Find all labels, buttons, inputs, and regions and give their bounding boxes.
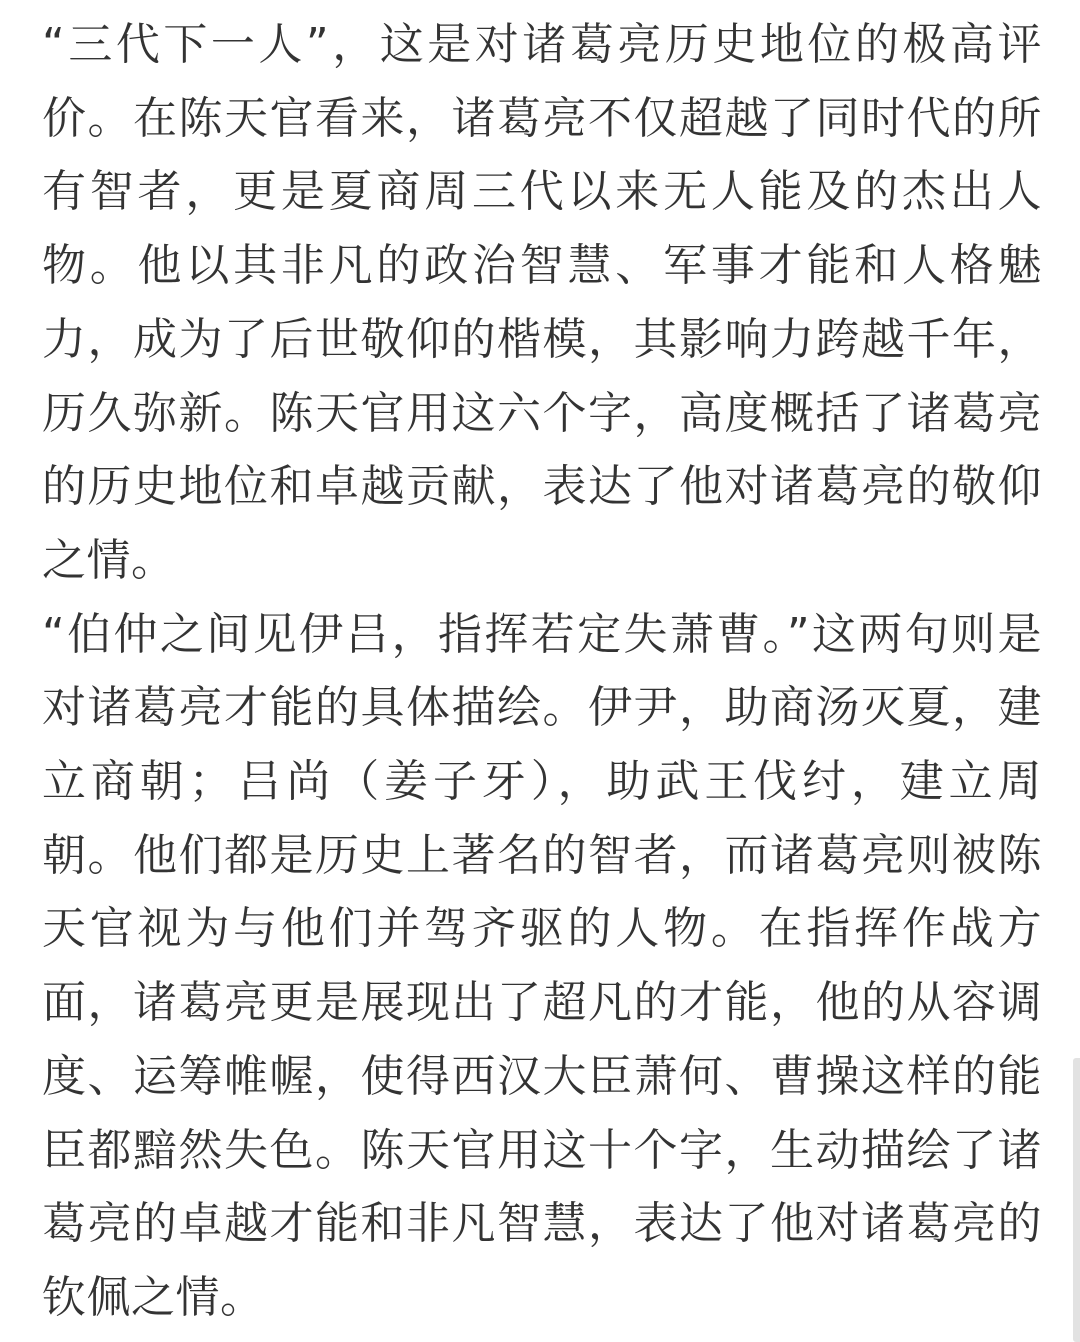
paragraph-2: “伯仲之间见伊吕，指挥若定失萧曹。”这两句则是对诸葛亮才能的具体描绘。伊尹，助商汤灭夏，建立商朝；吕尚（姜子牙），助武王伐纣，建立周朝。他们都是历史上著名的智者，而诸葛亮则被陈天官视为与他们并驾齐驱的人物。在指挥作战方面，诸葛亮更是展现出了超凡的才能，他的从容调度、运筹帷幄，使得西汉大臣萧何、曹操这样的能臣都黯然失色。陈天官用这十个字，生动描绘了诸葛亮的卓越才能和非凡智慧，表达了他对诸葛亮的钦佩之情。 xyxy=(42,608,1042,1323)
paragraph-1: “三代下一人”，这是对诸葛亮历史地位的极高评价。在陈天官看来，诸葛亮不仅超越了同时代的所有智者，更是夏商周三代以来无人能及的杰出人物。他以其非凡的政治智慧、军事才能和人格魅力，成为了后世敬仰的楷模，其影响力跨越千年，历久弥新。陈天官用这六个字，高度概括了诸葛亮的历史地位和卓越贡献，表达了他对诸葛亮的敬仰之情。 xyxy=(42,19,1042,586)
article-body xyxy=(42,8,1042,1335)
scrollbar-thumb[interactable] xyxy=(1073,1058,1080,1342)
